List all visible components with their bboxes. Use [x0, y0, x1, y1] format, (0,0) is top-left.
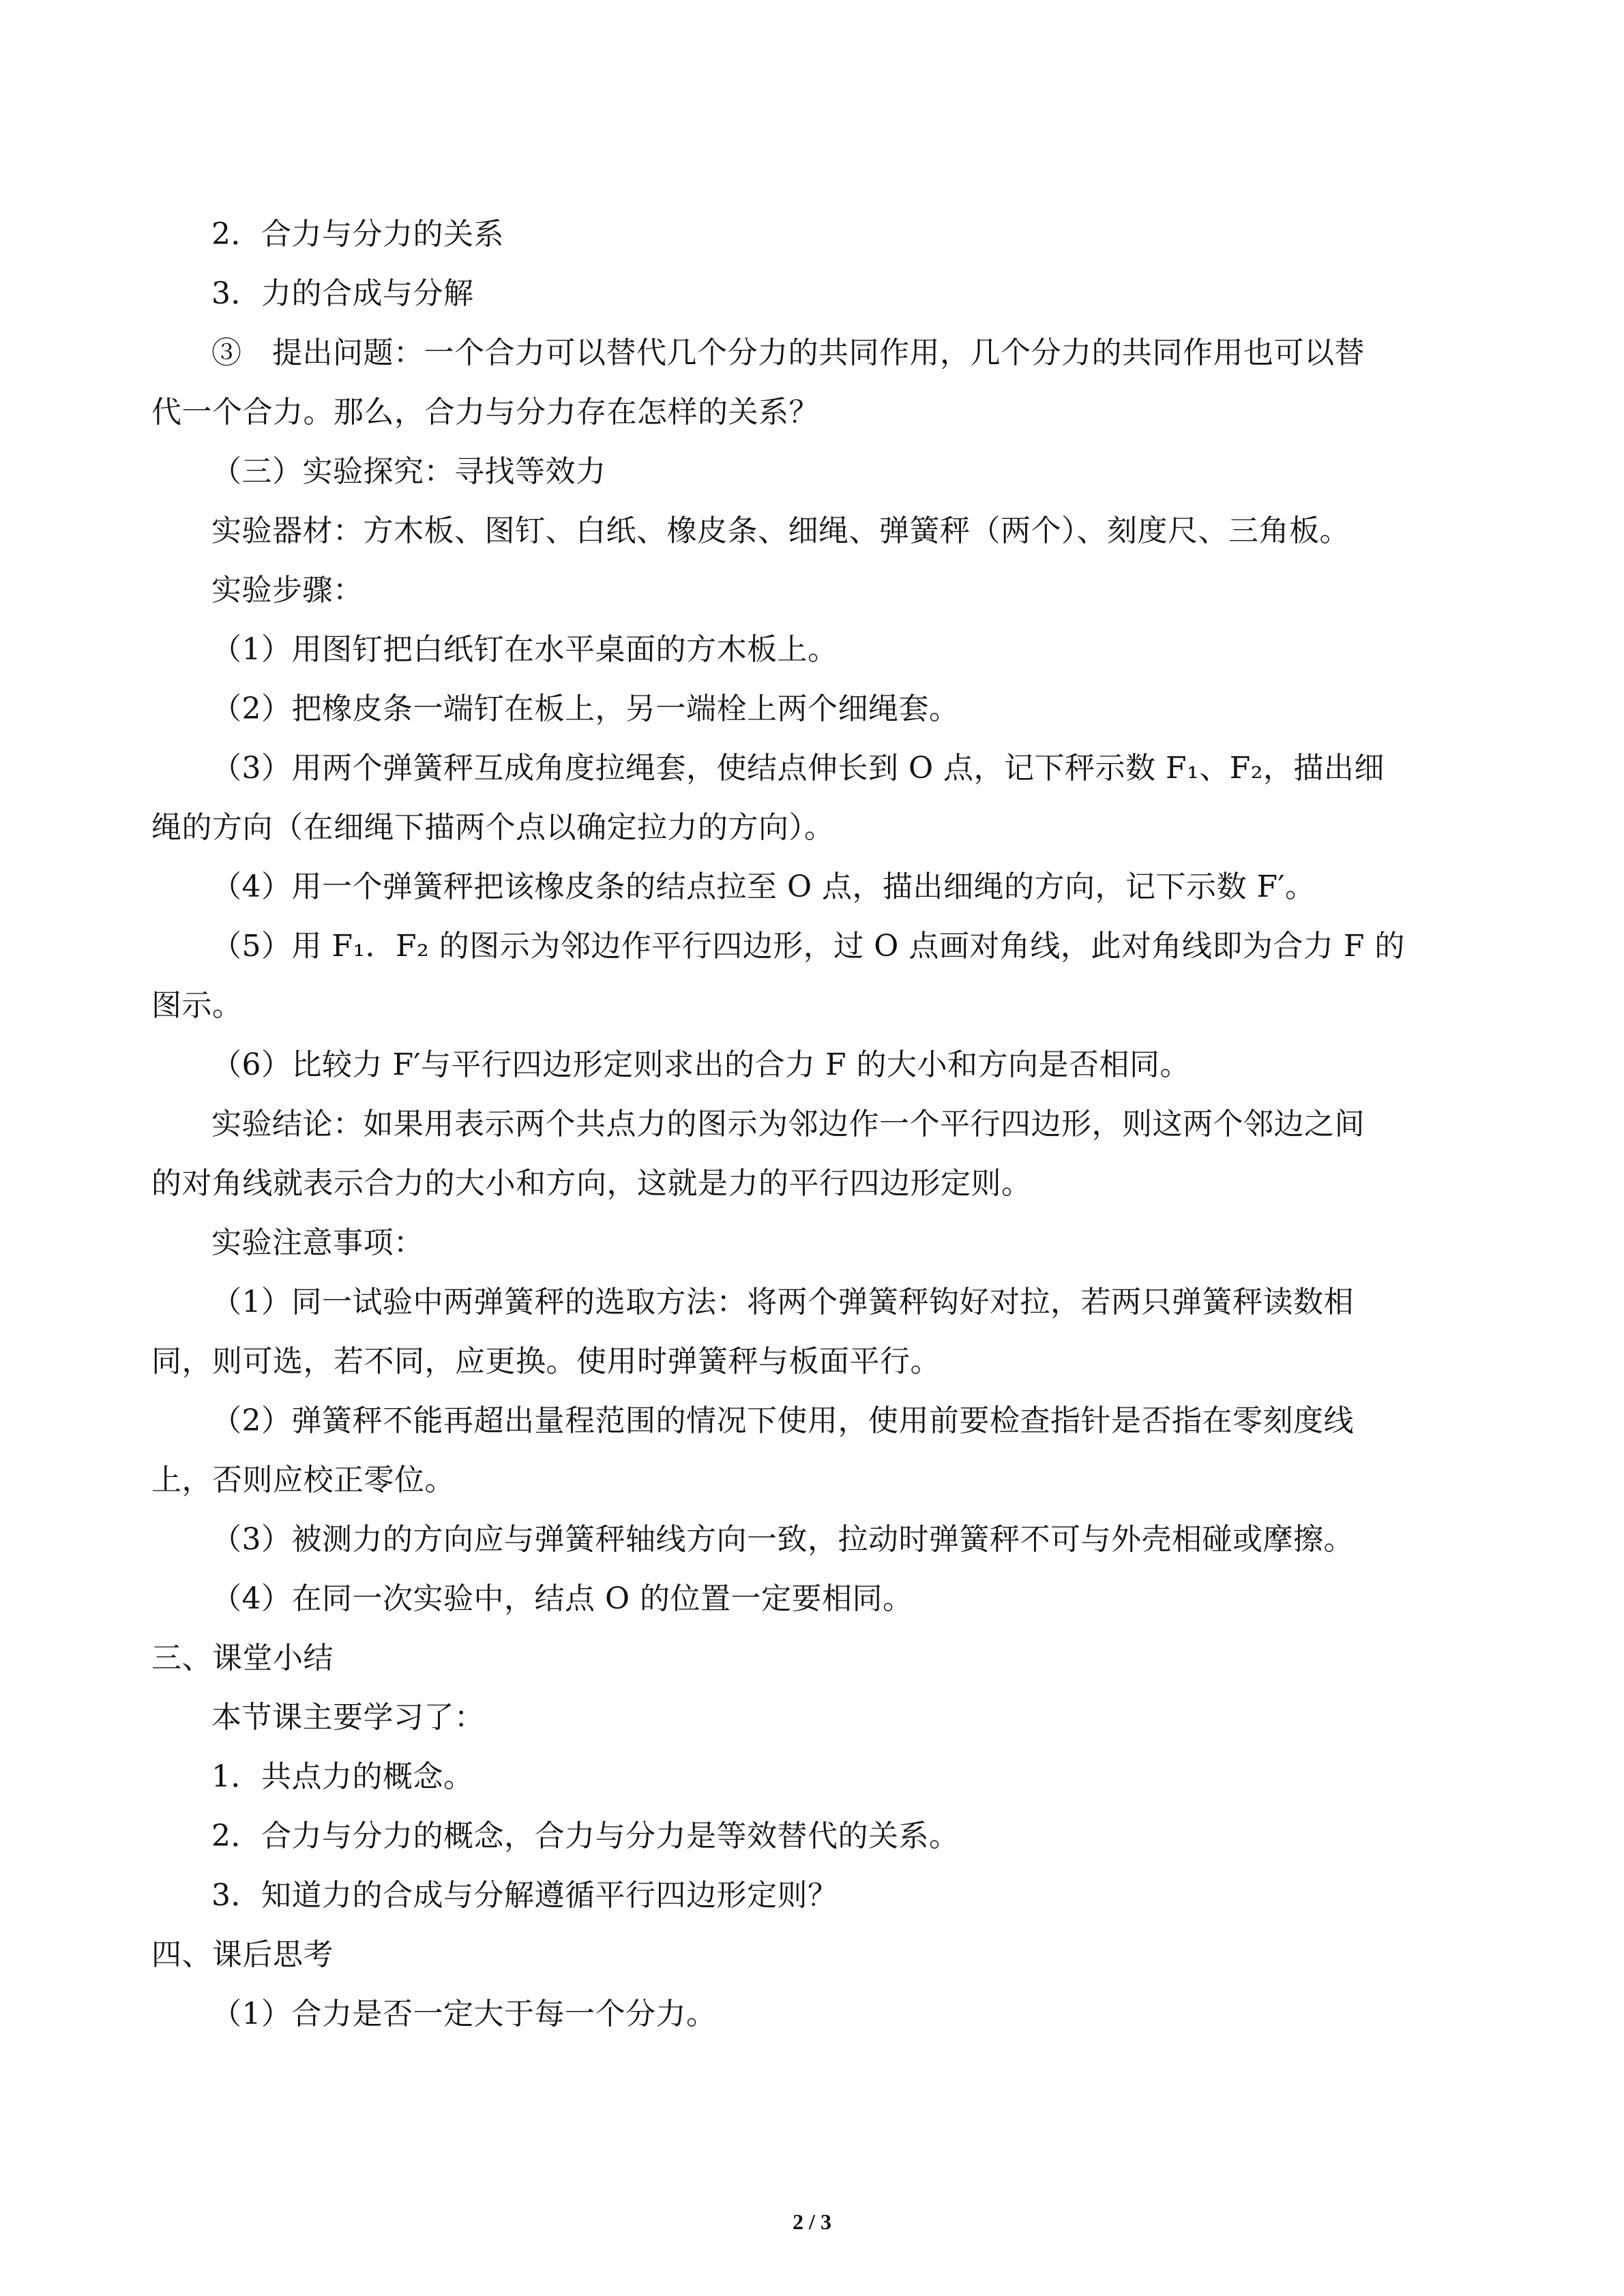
text-line: 代一个合力。那么，合力与分力存在怎样的关系？: [151, 395, 819, 430]
text-line: 上，否则应校正零位。: [151, 1463, 455, 1497]
step-item: （5）用 F₁．F₂ 的图示为邻边作平行四边形，过 O 点画对角线，此对角线即为合力 F 的: [211, 929, 1405, 964]
note-item: （4）在同一次实验中，结点 O 的位置一定要相同。: [211, 1581, 913, 1616]
text-line: 的对角线就表示合力的大小和方向，这就是力的平行四边形定则。: [151, 1166, 1032, 1201]
page-number: 2 / 3: [793, 2209, 831, 2234]
step-item: （3）用两个弹簧秤互成角度拉绳套，使结点伸长到 O 点，记下秤示数 F₁、F₂，描出细: [211, 751, 1385, 786]
text-line: 实验器材：方木板、图钉、白纸、橡皮条、细绳、弹簧秤（两个）、刻度尺、三角板。: [211, 513, 1350, 548]
note-item: （3）被测力的方向应与弹簧秤轴线方向一致，拉动时弹簧秤不可与外壳相碰或摩擦。: [211, 1522, 1354, 1557]
text-line: 3．力的合成与分解: [211, 276, 474, 311]
text-line: 本节课主要学习了：: [211, 1700, 485, 1735]
step-item: （6）比较力 F′与平行四边形定则求出的合力 F 的大小和方向是否相同。: [211, 1047, 1190, 1082]
text-line: 2．合力与分力的关系: [211, 217, 504, 252]
text-line: 同，则可选，若不同，应更换。使用时弹簧秤与板面平行。: [151, 1344, 941, 1379]
text-line: 实验结论：如果用表示两个共点力的图示为邻边作一个平行四边形，则这两个邻边之间: [211, 1107, 1365, 1142]
summary-item: 3．知道力的合成与分解遵循平行四边形定则？: [211, 1878, 838, 1913]
question-item: （1）合力是否一定大于每一个分力。: [211, 1997, 717, 2031]
summary-item: 2．合力与分力的概念，合力与分力是等效替代的关系。: [211, 1819, 960, 1853]
note-item: （2）弹簧秤不能再超出量程范围的情况下使用，使用前要检查指针是否指在零刻度线: [211, 1403, 1354, 1438]
section-heading: 三、课堂小结: [151, 1641, 334, 1675]
text-line: 实验注意事项：: [211, 1225, 424, 1260]
step-item: （4）用一个弹簧秤把该橡皮条的结点拉至 O 点，描出细绳的方向，记下示数 F′。: [211, 869, 1316, 904]
text-line: 图示。: [151, 988, 243, 1023]
text-line: 绳的方向（在细绳下描两个点以确定拉力的方向）。: [151, 810, 835, 845]
text-line: ③ 提出问题：一个合力可以替代几个分力的共同作用，几个分力的共同作用也可以替: [211, 336, 1365, 370]
section-heading: 四、课后思考: [151, 1937, 334, 1972]
step-item: （2）把橡皮条一端钉在板上，另一端栓上两个细绳套。: [211, 691, 960, 726]
section-subheading: （三）实验探究：寻找等效力: [211, 454, 606, 489]
summary-item: 1．共点力的概念。: [211, 1759, 474, 1794]
document-body: [151, 205, 1478, 2044]
note-item: （1）同一试验中两弹簧秤的选取方法：将两个弹簧秤钩好对拉，若两只弹簧秤读数相: [211, 1285, 1354, 1320]
text-line: 实验步骤：: [211, 573, 364, 608]
step-item: （1）用图钉把白纸钉在水平桌面的方木板上。: [211, 632, 838, 667]
